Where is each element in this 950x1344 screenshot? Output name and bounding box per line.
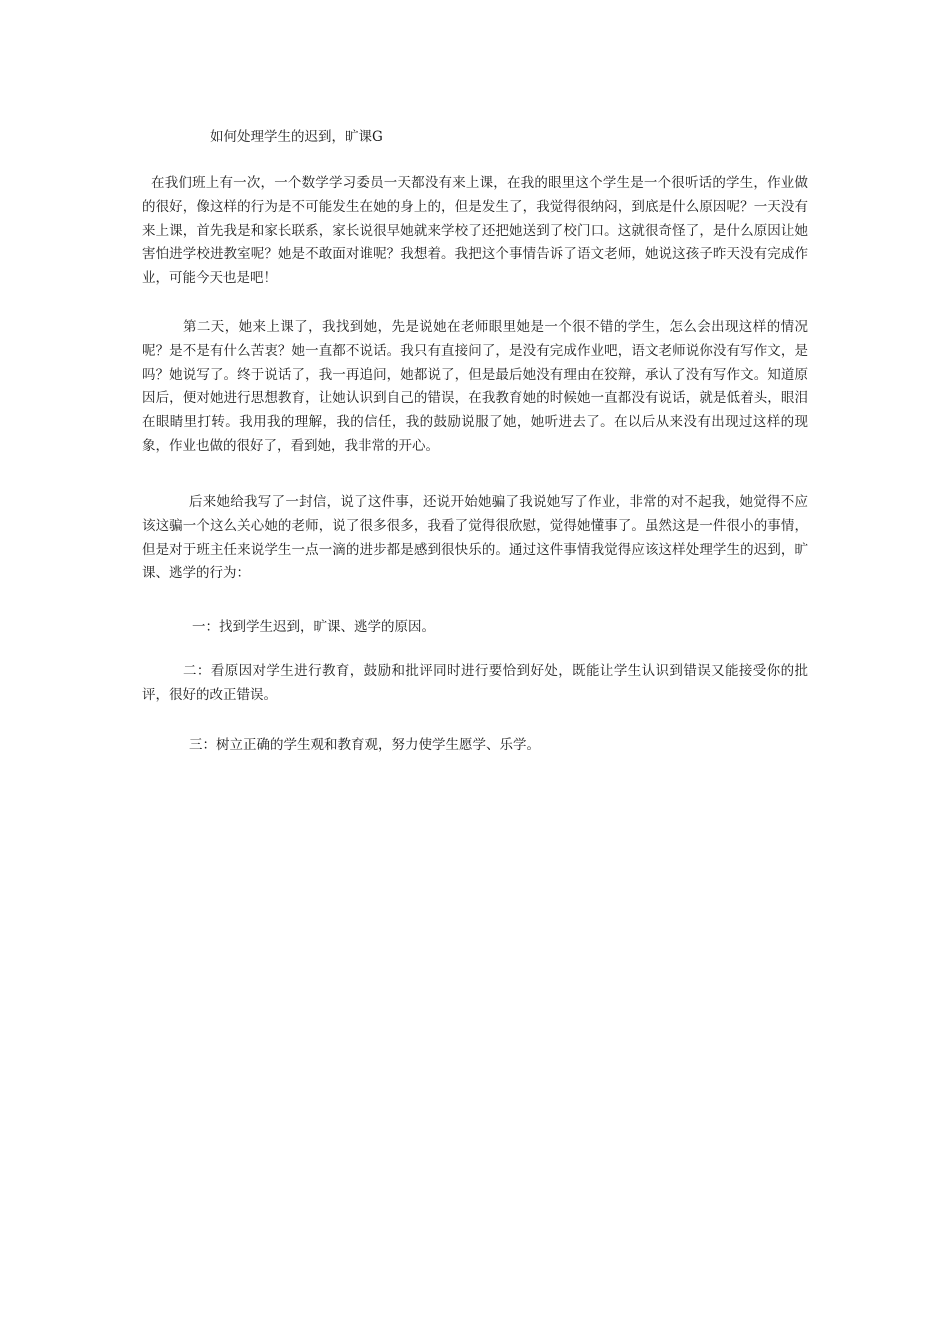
- paragraph-3: 后来她给我写了一封信，说了这件事，还说开始她骗了我说她写了作业，非常的对不起我，她觉得不应该这骗一个这么关心她的老师，说了很多很多，我看了觉得很欣慰，觉得她懂事了。虽然这是一件很小的事情，但是对于班主任来说学生一点一滴的进步都是感到很快乐的。通过这件事情我觉得应该这样处理学生的迟到，旷课、逃学的行为：: [142, 494, 808, 582]
- list-item-3: 三：树立正确的学生观和教育观，努力使学生愿学、乐学。: [189, 737, 540, 753]
- document-title: 如何处理学生的迟到，旷课G: [210, 129, 383, 145]
- list-item-2: 二：看原因对学生进行教育，鼓励和批评同时进行要恰到好处，既能让学生认识到错误又能接受你的批评，很好的改正错误。: [142, 663, 808, 703]
- paragraph-1: 在我们班上有一次，一个数学学习委员一天都没有来上课，在我的眼里这个学生是一个很听话的学生，作业做的很好，像这样的行为是不可能发生在她的身上的，但是发生了，我觉得很纳闷，到底是什么原因呢？一天没有来上课，首先我是和家长联系，家长说很早她就来学校了还把她送到了校门口。这就很奇怪了，是什么原因让她害怕进学校进教室呢？她是不敢面对谁呢？我想着。我把这个事情告诉了语文老师，她说这孩子昨天没有完成作业，可能今天也是吧！: [142, 175, 808, 287]
- paragraph-2: 第二天，她来上课了，我找到她，先是说她在老师眼里她是一个很不错的学生，怎么会出现这样的情况呢？是不是有什么苦衷？她一直都不说话。我只有直接问了，是没有完成作业吧，语文老师说你没有写作文，是吗？她说写了。终于说话了，我一再追问，她都说了，但是最后她没有理由在狡辩，承认了没有写作文。知道原因后，便对她进行思想教育，让她认识到自己的错误，在我教育她的时候她一直都没有说话，就是低着头，眼泪在眼睛里打转。我用我的理解，我的信任，我的鼓励说服了她，她听进去了。在以后从来没有出现过这样的现象，作业也做的很好了，看到她，我非常的开心。: [142, 319, 808, 454]
- list-item-1: 一：找到学生迟到，旷课、逃学的原因。: [192, 619, 435, 635]
